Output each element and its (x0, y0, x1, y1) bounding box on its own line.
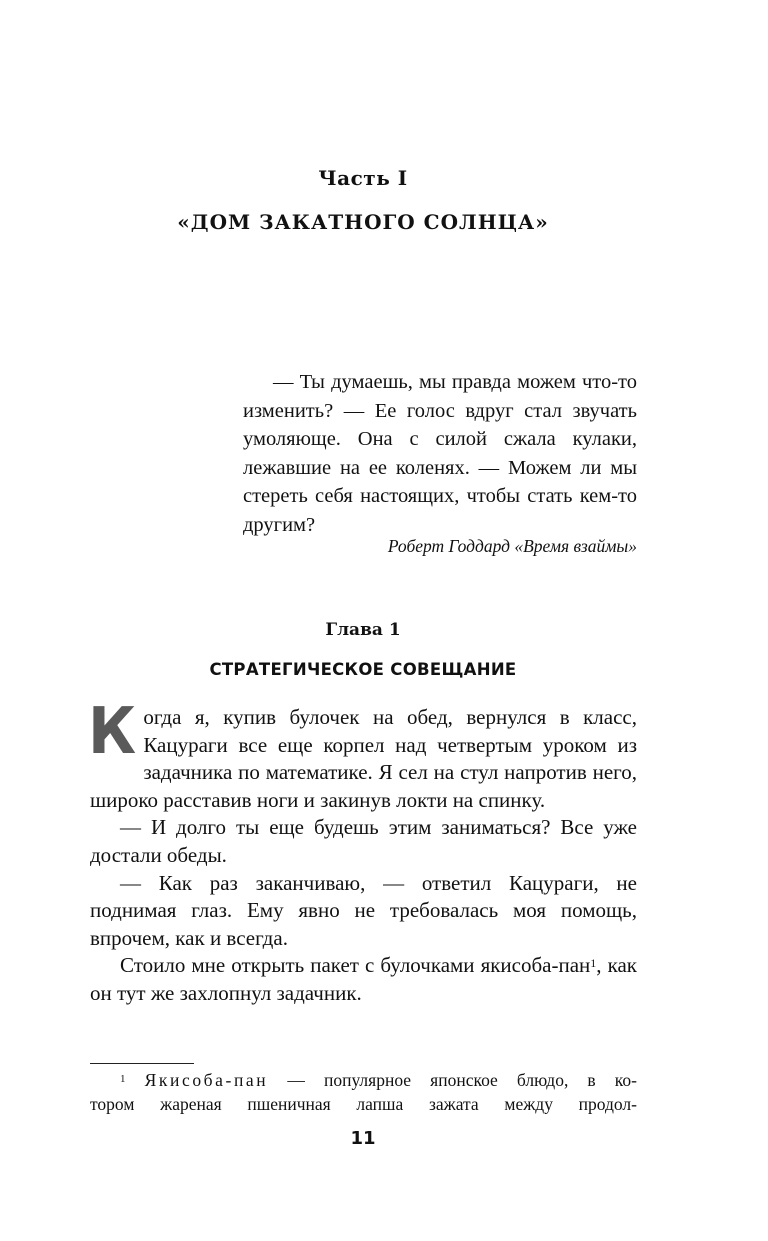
chapter-title: СТРАТЕГИЧЕСКОЕ СОВЕЩАНИЕ (209, 660, 517, 679)
paragraph-3: — Как раз заканчиваю, — ответил Кацураги, не поднимая глаз. Ему явно не требовалась моя помощь, впрочем, как и всегда. (90, 870, 637, 950)
epigraph-text: — Ты думаешь, мы правда можем что-то изменить? — Ее голос вдруг стал звучать умоляюще. Она с силой сжала кулаки, лежавшие на ее коленях. — Можем ли мы стереть себя настоящих, чтобы стать кем-то другим? (243, 371, 637, 536)
footnote-reference[interactable]: 1 (590, 956, 597, 971)
part-label: Часть I (318, 166, 408, 190)
footnote (90, 1068, 637, 1116)
paragraph-1-rest: Кацураги все еще корпел над четвертым уроком из задачника по математике. Я сел на стул напротив него, широко расставив ноги и закинув локти на спинку. (90, 732, 637, 812)
epigraph-source: Роберт Годдард «Время взаймы» (387, 536, 637, 556)
footnote-text-1: — популярное японское блюдо, в ко- (268, 1070, 637, 1090)
footnote-divider (90, 1063, 194, 1064)
paragraph-4-text-start: Стоило мне открыть пакет с булочками якисоба-пан (120, 953, 591, 978)
footnote-term: Якисоба-пан (144, 1070, 269, 1090)
footnote-line-2: тором жареная пшеничная лапша зажата между продол- (90, 1094, 637, 1114)
drop-cap: К (88, 695, 137, 769)
chapter-body (88, 695, 637, 1008)
paragraph-2: — И долго ты еще будешь этим заниматься? Все уже достали обеды. (90, 815, 637, 867)
footnote-line-1 (90, 1068, 637, 1092)
part-title: «ДОМ ЗАКАТНОГО СОЛНЦА» (177, 210, 549, 234)
page-number: 11 (350, 1128, 376, 1149)
paragraph-1-first-line: огда я, купив булочек на обед, вернулся в класс, (143, 705, 637, 729)
paragraph-4-text-end: , как он тут же захлопнул задачник. (90, 953, 637, 1005)
footnote-number: 1 (120, 1073, 126, 1085)
chapter-label: Глава 1 (325, 620, 401, 640)
epigraph (243, 368, 637, 539)
paragraph-1 (88, 695, 637, 814)
paragraph-4 (90, 952, 637, 1007)
